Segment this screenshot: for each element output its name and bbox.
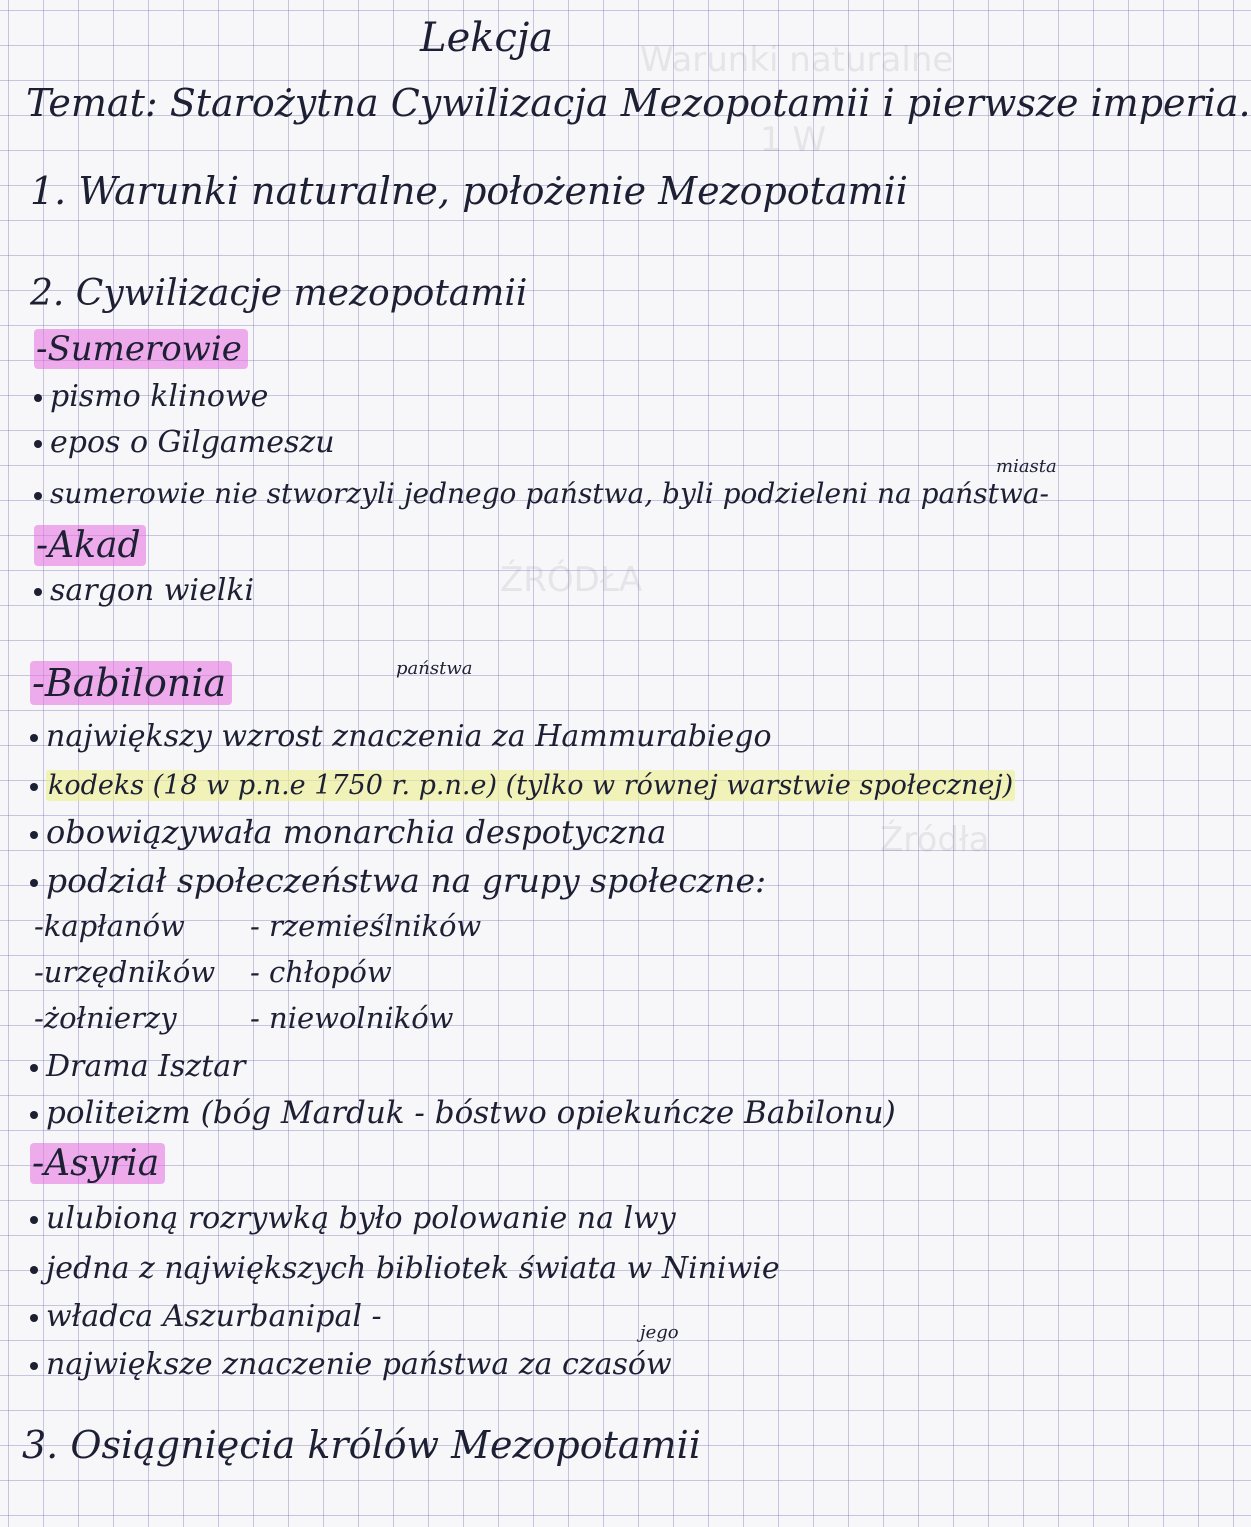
list-item: władca Aszurbanipal - [30,1302,382,1332]
insert-note: państwa [396,658,473,679]
list-item: sargon wielki [34,576,254,606]
list-item: sumerowie nie stworzyli jednego państwa, byli podzieleni na państwa- [34,480,1049,508]
list-item: epos o Gilgameszu [34,428,335,458]
list-item: ulubioną rozrywką było polowanie na lwy [30,1204,676,1234]
section-2-title: 2. Cywilizacje mezopotamii [30,273,528,314]
list-item: politeizm (bóg Marduk - bóstwo opiekuńcze Babilonu) [30,1098,896,1129]
bullet-icon [34,492,42,500]
list-item: kodeks (18 w p.n.e 1750 r. p.n.e) (tylko w równej warstwie społecznej) [30,772,1015,799]
bleed-through-text: 1 W [760,120,827,160]
list-item: Drama Isztar [30,1052,245,1082]
sumerowie-heading: -Sumerowie [34,332,248,366]
list-item: obowiązywała monarchia despotyczna [30,816,666,848]
group-item: -kapłanów [34,909,185,943]
bullet-icon [30,783,38,791]
bullet-icon [30,1216,38,1224]
babilonia-heading: -Babilonia [30,664,232,702]
margin-note: miasta [996,456,1057,477]
bullet-icon [30,1314,38,1322]
bullet-icon [30,1266,38,1274]
bullet-icon [30,1064,38,1072]
asyria-heading: -Asyria [30,1146,165,1182]
bullet-icon [30,831,38,839]
list-item: pismo klinowe [34,382,268,412]
bullet-icon [34,394,42,402]
akad-heading: -Akad [34,528,146,564]
bleed-through-text: Warunki naturalne [640,40,954,80]
bleed-through-text: ŹRÓDŁA [500,560,643,600]
list-item: jedna z największych bibliotek świata w Niniwie [30,1254,780,1284]
insert-note: jego [640,1322,679,1343]
bleed-through-text: Źródła [880,820,990,860]
lesson-heading: Lekcja [420,15,554,61]
bullet-icon [34,440,42,448]
bullet-icon [30,879,38,887]
topic-line: Temat: Starożytna Cywilizacja Mezopotamii i pierwsze imperia. [26,81,1251,125]
section-3-title: 3. Osiągnięcia królów Mezopotamii [22,1423,701,1467]
bullet-icon [30,1111,38,1119]
group-item: -urzędników [34,955,216,989]
bullet-icon [30,734,38,742]
group-item: - niewolników [250,1001,454,1035]
list-item: podział społeczeństwa na grupy społeczne: [30,864,766,897]
group-item: - rzemieślników [250,909,482,943]
list-item: największe znaczenie państwa za czasów [30,1350,672,1380]
bullet-icon [30,1362,38,1370]
bullet-icon [34,588,42,596]
list-item: największy wzrost znaczenia za Hammurabiego [30,722,772,752]
group-item: - chłopów [250,955,392,989]
group-item: -żołnierzy [34,1001,177,1035]
section-1-title: 1. Warunki naturalne, położenie Mezopotamii [30,169,908,213]
